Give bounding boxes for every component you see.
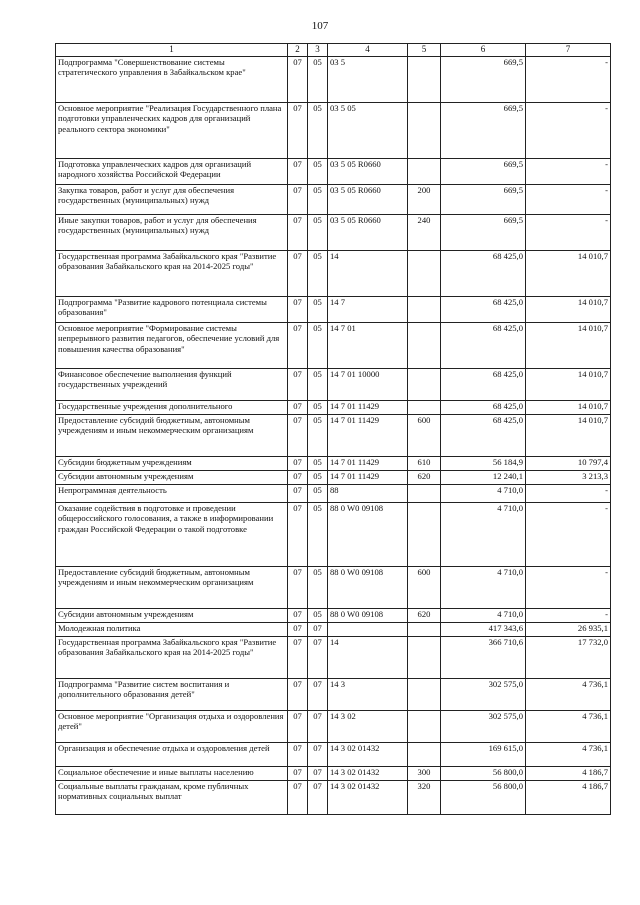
row-subsection: 05 (308, 251, 328, 297)
row-expense-type (408, 297, 441, 323)
row-expense-type (408, 103, 441, 159)
row-section: 07 (288, 711, 308, 743)
row-name: Подпрограмма "Развитие систем воспитания и дополнительного образования детей" (56, 679, 288, 711)
table-row (56, 503, 611, 567)
row-target-code: 88 0 W0 09108 (328, 567, 408, 609)
row-amount-1: 68 425,0 (441, 323, 526, 369)
row-section: 07 (288, 215, 308, 251)
row-section: 07 (288, 781, 308, 815)
row-section: 07 (288, 767, 308, 781)
row-expense-type: 240 (408, 215, 441, 251)
row-target-code: 14 (328, 637, 408, 679)
table-row (56, 679, 611, 711)
row-target-code: 03 5 05 R0660 (328, 185, 408, 215)
row-subsection: 05 (308, 215, 328, 251)
row-amount-1: 56 800,0 (441, 767, 526, 781)
row-expense-type: 320 (408, 781, 441, 815)
row-expense-type (408, 485, 441, 503)
row-section: 07 (288, 471, 308, 485)
table-row (56, 567, 611, 609)
row-subsection: 05 (308, 457, 328, 471)
row-amount-2: - (526, 609, 611, 623)
header-col-4: 4 (328, 44, 408, 57)
row-section: 07 (288, 185, 308, 215)
budget-table (55, 43, 611, 815)
row-amount-2: 4 736,1 (526, 743, 611, 767)
row-section: 07 (288, 609, 308, 623)
table-row (56, 471, 611, 485)
row-subsection: 05 (308, 471, 328, 485)
row-subsection: 05 (308, 567, 328, 609)
row-expense-type: 610 (408, 457, 441, 471)
row-expense-type: 620 (408, 471, 441, 485)
row-subsection: 05 (308, 159, 328, 185)
row-amount-2: - (526, 485, 611, 503)
row-expense-type (408, 637, 441, 679)
row-amount-1: 669,5 (441, 103, 526, 159)
row-subsection: 05 (308, 57, 328, 103)
row-name: Закупка товаров, работ и услуг для обеспечения государственных (муниципальных) нужд (56, 185, 288, 215)
row-name: Основное мероприятие "Реализация Государственного плана подготовки управленческих кадров для организаций реального сектора экономики" (56, 103, 288, 159)
row-expense-type (408, 503, 441, 567)
row-expense-type: 600 (408, 415, 441, 457)
row-section: 07 (288, 57, 308, 103)
row-expense-type: 200 (408, 185, 441, 215)
row-target-code: 03 5 05 R0660 (328, 215, 408, 251)
row-subsection: 05 (308, 369, 328, 401)
row-amount-2: 14 010,7 (526, 369, 611, 401)
row-amount-1: 68 425,0 (441, 369, 526, 401)
row-section: 07 (288, 369, 308, 401)
row-amount-1: 68 425,0 (441, 401, 526, 415)
row-section: 07 (288, 567, 308, 609)
row-subsection: 05 (308, 103, 328, 159)
row-amount-1: 4 710,0 (441, 485, 526, 503)
row-name: Подпрограмма "Совершенствование системы стратегического управления в Забайкальском крае" (56, 57, 288, 103)
row-amount-1: 302 575,0 (441, 679, 526, 711)
row-target-code: 14 3 (328, 679, 408, 711)
row-target-code: 14 3 02 (328, 711, 408, 743)
row-target-code: 14 7 01 (328, 323, 408, 369)
row-section: 07 (288, 251, 308, 297)
table-row (56, 623, 611, 637)
row-target-code (328, 623, 408, 637)
row-name: Оказание содействия в подготовке и проведении общероссийского голосования, а также в информировании граждан Российской Федерации о такой подготовке (56, 503, 288, 567)
row-amount-2: 26 935,1 (526, 623, 611, 637)
row-name: Предоставление субсидий бюджетным, автономным учреждениям и иным некоммерческим организациям (56, 415, 288, 457)
row-section: 07 (288, 485, 308, 503)
header-col-1: 1 (56, 44, 288, 57)
row-amount-2: 14 010,7 (526, 415, 611, 457)
row-amount-2: - (526, 57, 611, 103)
row-target-code: 88 (328, 485, 408, 503)
row-name: Социальные выплаты гражданам, кроме публичных нормативных социальных выплат (56, 781, 288, 815)
row-target-code: 14 7 01 11429 (328, 415, 408, 457)
row-subsection: 05 (308, 401, 328, 415)
row-target-code: 03 5 (328, 57, 408, 103)
row-amount-2: 4 186,7 (526, 781, 611, 815)
row-name: Государственная программа Забайкальского края "Развитие образования Забайкальского края на 2014-2025 годы" (56, 637, 288, 679)
row-target-code: 88 0 W0 09108 (328, 609, 408, 623)
row-amount-1: 669,5 (441, 57, 526, 103)
table-row (56, 215, 611, 251)
row-subsection: 07 (308, 637, 328, 679)
row-expense-type (408, 623, 441, 637)
row-amount-1: 12 240,1 (441, 471, 526, 485)
row-amount-2: 4 736,1 (526, 679, 611, 711)
row-section: 07 (288, 323, 308, 369)
row-section: 07 (288, 503, 308, 567)
table-row (56, 485, 611, 503)
row-subsection: 07 (308, 623, 328, 637)
row-name: Субсидии автономным учреждениям (56, 471, 288, 485)
row-target-code: 14 3 02 01432 (328, 743, 408, 767)
row-section: 07 (288, 623, 308, 637)
row-target-code: 14 3 02 01432 (328, 767, 408, 781)
row-expense-type: 600 (408, 567, 441, 609)
row-name: Субсидии автономным учреждениям (56, 609, 288, 623)
row-amount-2: 17 732,0 (526, 637, 611, 679)
row-amount-1: 4 710,0 (441, 503, 526, 567)
row-expense-type (408, 57, 441, 103)
row-target-code: 14 7 (328, 297, 408, 323)
row-amount-2: 14 010,7 (526, 251, 611, 297)
row-name: Молодежная политика (56, 623, 288, 637)
table-row (56, 415, 611, 457)
row-name: Субсидии бюджетным учреждениям (56, 457, 288, 471)
row-amount-2: - (526, 159, 611, 185)
row-subsection: 05 (308, 323, 328, 369)
table-row (56, 103, 611, 159)
row-target-code: 88 0 W0 09108 (328, 503, 408, 567)
row-subsection: 07 (308, 743, 328, 767)
row-section: 07 (288, 159, 308, 185)
row-amount-1: 56 800,0 (441, 781, 526, 815)
row-name: Государственные учреждения дополнительного (56, 401, 288, 415)
row-subsection: 07 (308, 781, 328, 815)
row-target-code: 03 5 05 (328, 103, 408, 159)
page-number: 107 (311, 20, 329, 32)
row-amount-1: 669,5 (441, 159, 526, 185)
row-section: 07 (288, 679, 308, 711)
row-amount-2: - (526, 215, 611, 251)
header-col-6: 6 (441, 44, 526, 57)
row-expense-type: 620 (408, 609, 441, 623)
row-amount-2: - (526, 103, 611, 159)
row-name: Иные закупки товаров, работ и услуг для обеспечения государственных (муниципальных) нужд (56, 215, 288, 251)
row-amount-2: 4 186,7 (526, 767, 611, 781)
row-subsection: 05 (308, 609, 328, 623)
row-name: Подготовка управленческих кадров для организаций народного хозяйства Российской Федерации (56, 159, 288, 185)
row-name: Государственная программа Забайкальского края "Развитие образования Забайкальского края на 2014-2025 годы" (56, 251, 288, 297)
header-col-2: 2 (288, 44, 308, 57)
row-expense-type (408, 369, 441, 401)
row-section: 07 (288, 103, 308, 159)
row-name: Основное мероприятие "Формирование системы непрерывного развития педагогов, обеспечение условий для повышения качества образования" (56, 323, 288, 369)
row-target-code: 14 3 02 01432 (328, 781, 408, 815)
row-section: 07 (288, 415, 308, 457)
row-amount-1: 669,5 (441, 215, 526, 251)
row-amount-2: 14 010,7 (526, 323, 611, 369)
row-subsection: 05 (308, 485, 328, 503)
row-expense-type: 300 (408, 767, 441, 781)
row-name: Финансовое обеспечение выполнения функций государственных учреждений (56, 369, 288, 401)
row-expense-type (408, 159, 441, 185)
row-name: Основное мероприятие "Организация отдыха и оздоровления детей" (56, 711, 288, 743)
row-amount-1: 302 575,0 (441, 711, 526, 743)
row-amount-1: 417 343,6 (441, 623, 526, 637)
table-row (56, 743, 611, 767)
row-subsection: 07 (308, 679, 328, 711)
row-amount-1: 169 615,0 (441, 743, 526, 767)
row-name: Социальное обеспечение и иные выплаты населению (56, 767, 288, 781)
row-target-code: 14 7 01 11429 (328, 457, 408, 471)
row-subsection: 07 (308, 767, 328, 781)
row-amount-1: 68 425,0 (441, 415, 526, 457)
row-name: Подпрограмма "Развитие кадрового потенциала системы образования" (56, 297, 288, 323)
row-amount-1: 68 425,0 (441, 251, 526, 297)
row-amount-2: 14 010,7 (526, 401, 611, 415)
row-expense-type (408, 401, 441, 415)
header-row (56, 44, 611, 57)
row-target-code: 03 5 05 R0660 (328, 159, 408, 185)
row-section: 07 (288, 637, 308, 679)
row-expense-type (408, 711, 441, 743)
row-amount-1: 366 710,6 (441, 637, 526, 679)
table-row (56, 251, 611, 297)
row-amount-2: - (526, 503, 611, 567)
row-section: 07 (288, 297, 308, 323)
header-col-7: 7 (526, 44, 611, 57)
row-subsection: 07 (308, 711, 328, 743)
row-section: 07 (288, 743, 308, 767)
row-amount-2: 3 213,3 (526, 471, 611, 485)
row-amount-1: 56 184,9 (441, 457, 526, 471)
row-target-code: 14 7 01 10000 (328, 369, 408, 401)
table-row (56, 323, 611, 369)
row-expense-type (408, 743, 441, 767)
table-row (56, 457, 611, 471)
row-amount-2: 4 736,1 (526, 711, 611, 743)
row-amount-2: - (526, 567, 611, 609)
table-row (56, 159, 611, 185)
row-name: Организация и обеспечение отдыха и оздоровления детей (56, 743, 288, 767)
row-target-code: 14 7 01 11429 (328, 471, 408, 485)
header-col-3: 3 (308, 44, 328, 57)
row-target-code: 14 7 01 11429 (328, 401, 408, 415)
row-target-code: 14 (328, 251, 408, 297)
row-expense-type (408, 251, 441, 297)
table-row (56, 185, 611, 215)
row-amount-1: 4 710,0 (441, 567, 526, 609)
table-row (56, 781, 611, 815)
header-col-5: 5 (408, 44, 441, 57)
table-row (56, 637, 611, 679)
table-row (56, 767, 611, 781)
row-amount-1: 4 710,0 (441, 609, 526, 623)
table-row (56, 609, 611, 623)
table-row (56, 711, 611, 743)
table-row (56, 57, 611, 103)
row-section: 07 (288, 401, 308, 415)
row-subsection: 05 (308, 415, 328, 457)
row-amount-2: - (526, 185, 611, 215)
table-row (56, 369, 611, 401)
row-subsection: 05 (308, 503, 328, 567)
row-section: 07 (288, 457, 308, 471)
row-amount-1: 68 425,0 (441, 297, 526, 323)
row-subsection: 05 (308, 185, 328, 215)
row-expense-type (408, 679, 441, 711)
row-amount-2: 14 010,7 (526, 297, 611, 323)
row-amount-1: 669,5 (441, 185, 526, 215)
row-name: Непрограммная деятельность (56, 485, 288, 503)
row-amount-2: 10 797,4 (526, 457, 611, 471)
table-row (56, 297, 611, 323)
row-subsection: 05 (308, 297, 328, 323)
row-expense-type (408, 323, 441, 369)
row-name: Предоставление субсидий бюджетным, автономным учреждениям и иным некоммерческим организациям (56, 567, 288, 609)
table-row (56, 401, 611, 415)
